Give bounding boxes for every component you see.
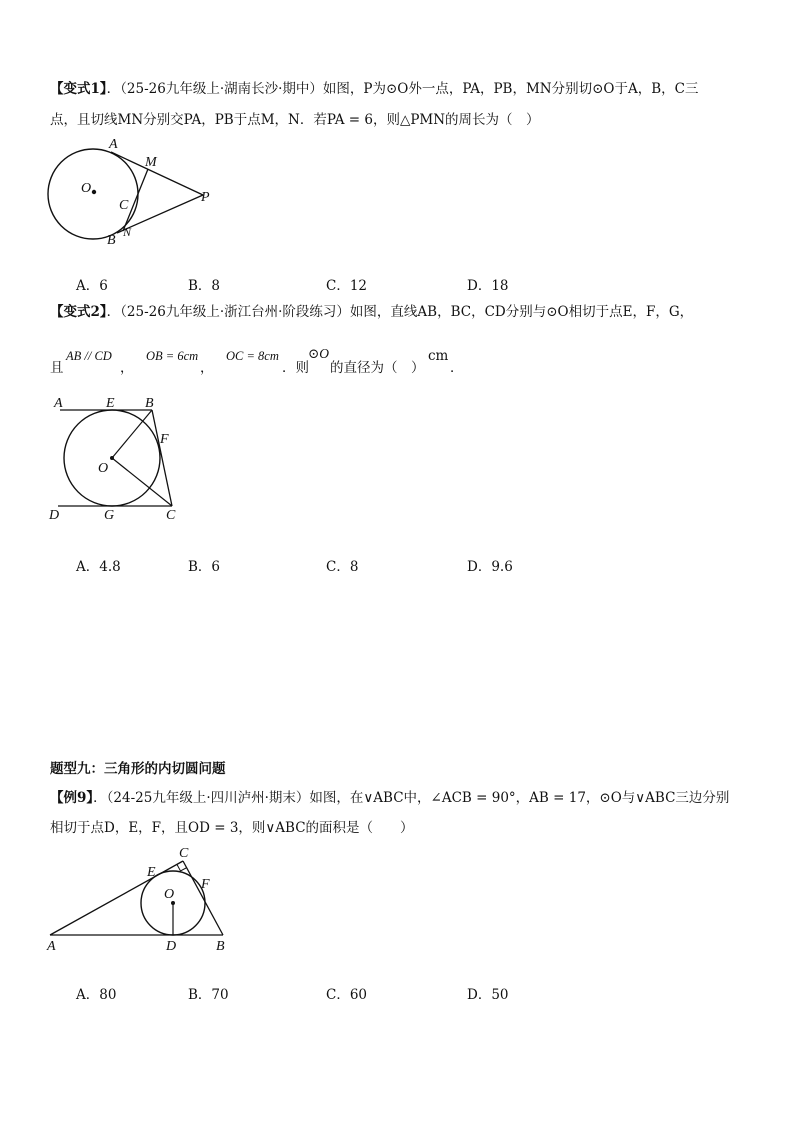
label-b: B (107, 233, 116, 248)
label-o: O (98, 461, 109, 476)
label-f: F (201, 877, 210, 892)
label-b: B (216, 939, 225, 954)
question-1-line-1 (50, 79, 698, 99)
question-2-stem: ．（25-26九年级上·浙江台州·阶段练习）如图，直线AB，BC，CD分别与⊙O相切于点E，F，G， (106, 304, 694, 320)
section-title: 题型九：三角形的内切圆问题 (50, 761, 226, 777)
line-bc (152, 410, 172, 506)
label-d: D (49, 508, 60, 523)
label-n: N (123, 225, 132, 239)
question-1-stem: P为⊙O外一点，PA，PB，MN分别切⊙O于A，B，C三 (363, 81, 699, 97)
question-1-option-a[interactable]: A．6 (76, 278, 108, 294)
label-m: M (145, 155, 157, 170)
question-1-tag: 【变式1】 (50, 81, 107, 97)
question-2-option-d[interactable]: D．9.6 (467, 559, 513, 575)
question-3-line-2: 相切于点D，E，F，且OD = 3，则∨ABC的面积是（ ） (50, 820, 414, 836)
question-2-figure (40, 392, 200, 528)
label-c: C (119, 198, 129, 213)
question-1-option-c[interactable]: C．12 (326, 278, 368, 294)
question-3-option-a[interactable]: A．80 (76, 987, 117, 1003)
label-a: A (47, 939, 56, 954)
question-2-tag: 【变式2】 (50, 304, 107, 320)
side-bc (183, 861, 223, 935)
label-f: F (160, 432, 169, 447)
segment-ob (112, 410, 152, 458)
label-e: E (106, 396, 115, 411)
question-3-tag: 【例9】 (50, 790, 94, 806)
question-1-line-2: 点，且切线MN分别交PA，PB于点M，N．若PA = 6，则△PMN的周长为（ ） (50, 112, 540, 128)
label-a: A (54, 396, 63, 411)
label-c: C (166, 508, 176, 523)
question-3-stem: ．（24-25九年级上·四川泸州·期末）如图，在∨ABC中，∠ACB = 90°，AB = 17，⊙O与∨ABC三边分别 (93, 790, 730, 806)
question-1-figure (40, 132, 280, 252)
question-2-line-2: 且 AB // CD ， OB = 6cm ， OC = 8cm ．则 ⊙O 的直径为（ ） cm ． (50, 346, 464, 376)
question-3-figure (40, 840, 240, 955)
tangent-pa (111, 152, 203, 195)
center-point-o (92, 190, 96, 194)
label-o: O (164, 887, 175, 902)
question-3-option-b[interactable]: B．70 (188, 987, 229, 1003)
question-2-option-c[interactable]: C．8 (326, 559, 359, 575)
question-1-source: ．（25-26九年级上·湖南长沙·期中）如图， (106, 81, 364, 97)
question-1-option-d[interactable]: D．18 (467, 278, 509, 294)
label-b: B (145, 396, 154, 411)
label-a: A (109, 137, 118, 152)
question-3-option-c[interactable]: C．60 (326, 987, 368, 1003)
label-o: O (81, 181, 92, 196)
question-2-line-1 (50, 302, 693, 322)
question-2-option-b[interactable]: B．6 (188, 559, 221, 575)
label-d: D (166, 939, 177, 954)
label-g: G (104, 508, 115, 523)
label-e: E (147, 865, 156, 880)
label-c: C (179, 846, 189, 861)
question-2-option-a[interactable]: A．4.8 (76, 559, 121, 575)
question-1-option-b[interactable]: B．8 (188, 278, 221, 294)
question-3-line-1 (50, 788, 729, 808)
label-p: P (201, 190, 210, 205)
question-3-option-d[interactable]: D．50 (467, 987, 509, 1003)
center-point-o (110, 456, 114, 460)
